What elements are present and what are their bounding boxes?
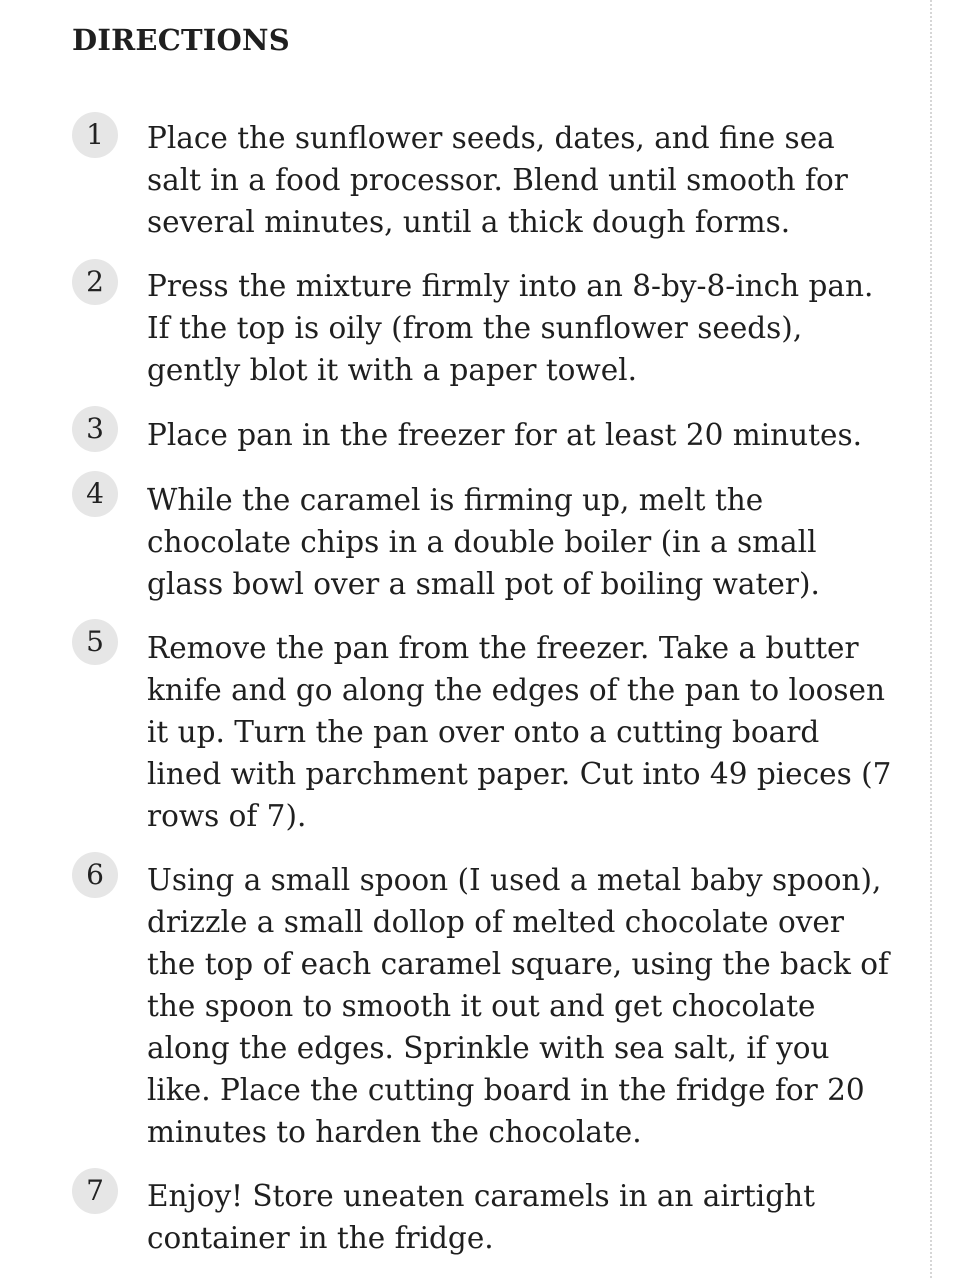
step-text: While the caramel is firming up, melt the chocolate chips in a double boiler (in a small glass bowl over a small pot of boiling water).: [147, 483, 820, 601]
step-number-badge: 4: [72, 471, 118, 517]
section-heading: DIRECTIONS: [72, 23, 290, 57]
step-text: Place the sunflower seeds, dates, and fine sea salt in a food processor. Blend until smooth for several minutes, until a thick dough forms.: [147, 121, 848, 239]
step-text: Using a small spoon (I used a metal baby spoon), drizzle a small dollop of melted chocolate over the top of each caramel square, using the back of the spoon to smooth it out and get chocolate along the edges. Sprinkle with sea salt, if you like. Place the cutting board in the fridge for 20 minutes to harden the chocolate.: [147, 863, 889, 1149]
step-text: Remove the pan from the freezer. Take a butter knife and go along the edges of the pan to loosen it up. Turn the pan over onto a cutting board lined with parchment paper. Cut into 49 pieces (7 rows of 7).: [147, 631, 892, 833]
step-number-badge: 7: [72, 1168, 118, 1214]
step-number-badge: 3: [72, 406, 118, 452]
step-number-badge: 2: [72, 259, 118, 305]
step-text: Place pan in the freezer for at least 20 minutes.: [147, 418, 862, 452]
step-number-badge: 1: [72, 112, 118, 158]
step-text: Enjoy! Store uneaten caramels in an airtight container in the fridge.: [147, 1179, 815, 1255]
step-number-badge: 6: [72, 852, 118, 898]
step-number-badge: 5: [72, 619, 118, 665]
step-text: Press the mixture firmly into an 8-by-8-inch pan. If the top is oily (from the sunflower seeds), gently blot it with a paper towel.: [147, 269, 874, 387]
